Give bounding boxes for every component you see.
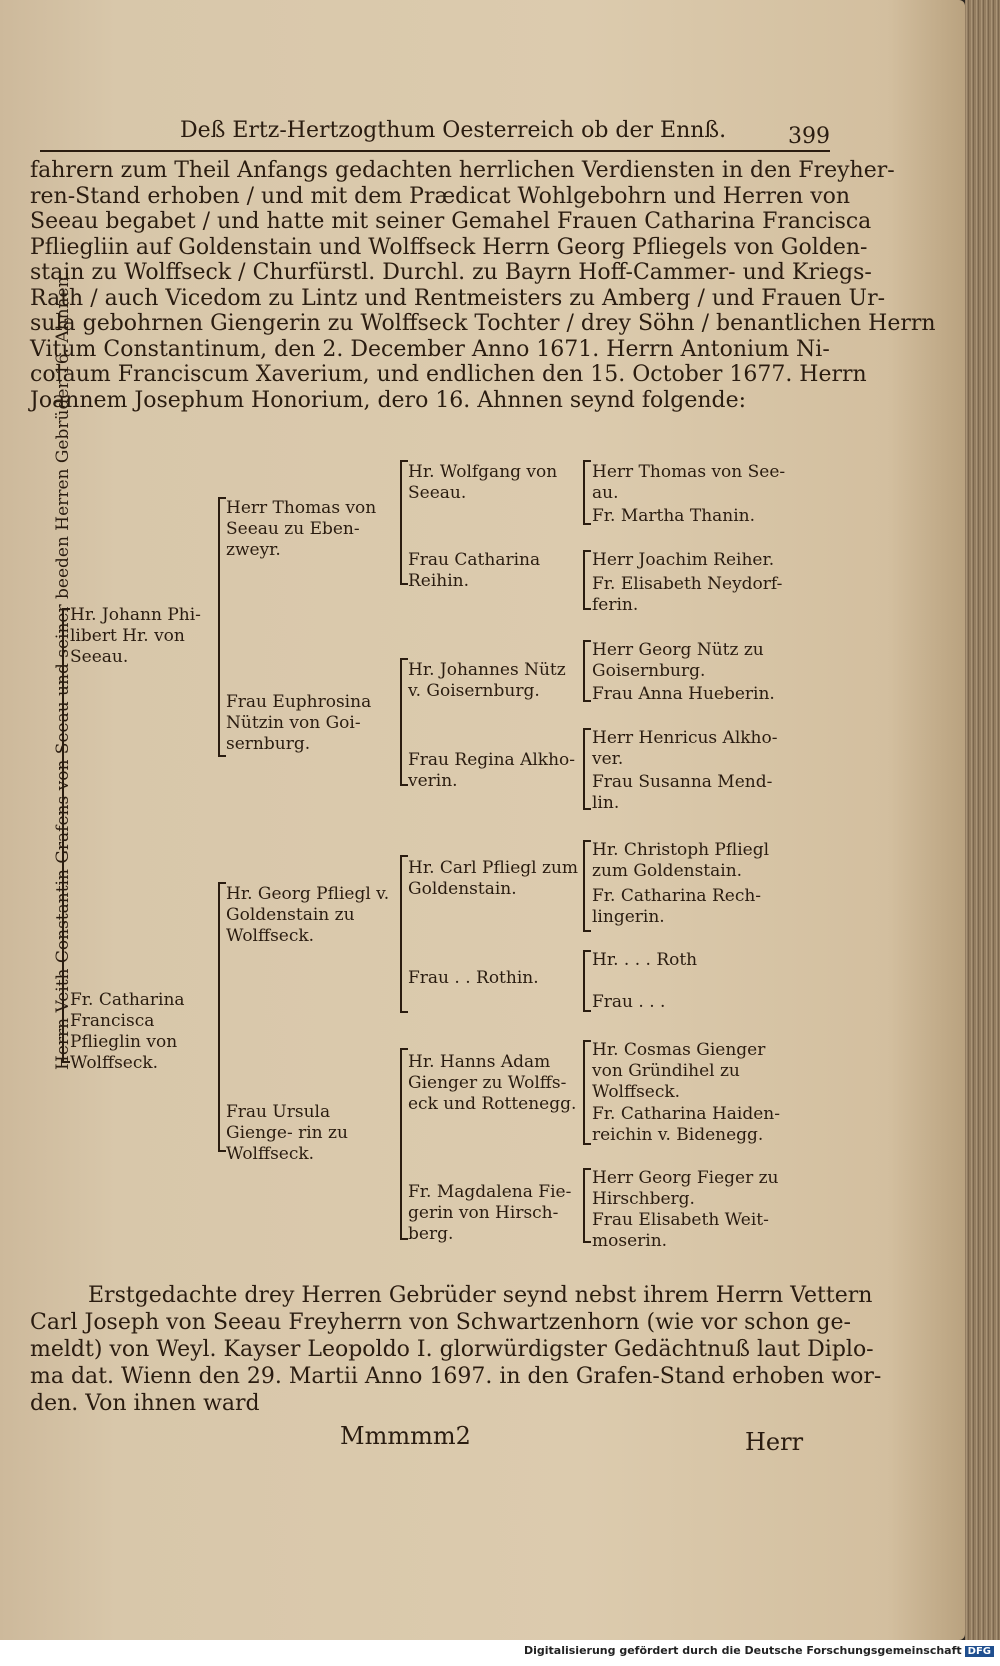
paternal-grandmother-entry: Frau Euphrosina Nützin von Goi- sernburg. bbox=[226, 692, 372, 754]
footer-credit bbox=[524, 1644, 994, 1657]
ancestor-entry: Herr Georg Nütz zu Goisernburg. bbox=[592, 640, 764, 681]
ancestor-entry: Frau Elisabeth Weit- moserin. bbox=[592, 1210, 769, 1251]
ancestor-entry: Herr Thomas von See- au. bbox=[592, 462, 786, 503]
father-entry: Hr. Johann Phi- libert Hr. von Seeau. bbox=[70, 605, 201, 667]
ancestor-entry: Herr Joachim Reiher. bbox=[592, 550, 775, 570]
page-edges bbox=[965, 0, 1000, 1640]
mother-entry: Fr. Catharina Francisca Pflieglin von Wolffseck. bbox=[70, 990, 185, 1073]
body-line: Joannem Josephum Honorium, dero 16. Ahnnen seynd folgende: bbox=[30, 387, 747, 413]
bracket-wolfgang bbox=[583, 460, 585, 525]
signature-mark: Mmmmm2 bbox=[340, 1422, 471, 1450]
ancestor-entry: Fr. Martha Thanin. bbox=[592, 506, 756, 526]
ancestor-entry: Herr Georg Fieger zu Hirschberg. bbox=[592, 1168, 779, 1209]
bracket-thomas bbox=[400, 460, 402, 585]
footer-credit-text: Digitalisierung gefördert durch die Deutsche Forschungsgemeinschaft bbox=[523, 1644, 962, 1657]
bracket-ursula bbox=[400, 1048, 402, 1240]
closing-line: ma dat. Wienn den 29. Martii Anno 1697. in den Grafen-Stand erhoben wor- bbox=[30, 1364, 882, 1389]
closing-line: Erstgedachte drey Herren Gebrüder seynd nebst ihrem Herrn Vettern bbox=[88, 1283, 873, 1308]
body-line: Pfliegliin auf Goldenstain und Wolffseck Herrn Georg Pfliegels von Golden- bbox=[30, 234, 868, 260]
great-grandparent-entry: Hr. Hanns Adam Gienger zu Wolffs- eck und Rottenegg. bbox=[408, 1052, 577, 1114]
great-grandparent-entry: Fr. Magdalena Fie- gerin von Hirsch- berg. bbox=[408, 1182, 572, 1244]
body-line: Seeau begabet / und hatte mit seiner Gemahel Frauen Catharina Francisca bbox=[30, 209, 872, 234]
body-line: fahrern zum Theil Anfangs gedachten herrlichen Verdiensten in den Freyher- bbox=[30, 158, 895, 183]
bracket-euphrosina bbox=[400, 658, 402, 786]
body-line: Rath / auch Vicedom zu Lintz und Rentmeisters zu Amberg / und Frauen Ur- bbox=[30, 285, 886, 311]
maternal-grandmother-entry: Frau Ursula Gienge- rin zu Wolffseck. bbox=[226, 1102, 348, 1164]
catchword: Herr bbox=[745, 1428, 804, 1456]
genealogy-vertical-title: Herrn Veith Constantin Grafens von Seeau und seiner beeden Herren Gebrüder 16. Ahnnen. bbox=[53, 271, 73, 1070]
ancestor-entry: Fr. Catharina Rech- lingerin. bbox=[592, 886, 762, 927]
bracket-carl bbox=[583, 840, 585, 932]
dfg-logo: DFG bbox=[965, 1646, 994, 1657]
great-grandparent-entry: Hr. Wolfgang von Seeau. bbox=[408, 462, 558, 503]
bracket-hanns-adam bbox=[583, 1040, 585, 1145]
bracket-root bbox=[62, 608, 64, 1063]
body-line: Vitum Constantinum, den 2. December Anno 1671. Herrn Antonium Ni- bbox=[30, 336, 830, 362]
header-title: Deß Ertz-Hertzogthum Oesterreich ob der Ennß. bbox=[180, 118, 727, 143]
ancestor-entry: Hr. . . . Roth bbox=[592, 950, 698, 970]
body-line: colaum Franciscum Xaverium, und endlichen den 15. October 1677. Herrn bbox=[30, 362, 867, 387]
digitization-footer bbox=[0, 1640, 1000, 1666]
ancestor-entry: Frau Anna Hueberin. bbox=[592, 684, 775, 704]
great-grandparent-entry: Frau Catharina Reihin. bbox=[408, 550, 541, 591]
bracket-magdalena bbox=[583, 1168, 585, 1243]
ancestor-entry: Hr. Christoph Pfliegl zum Goldenstain. bbox=[592, 840, 770, 881]
bracket-rothin bbox=[583, 950, 585, 1012]
bracket-regina bbox=[583, 728, 585, 810]
bracket-catharina-reihin bbox=[583, 550, 585, 610]
bracket-georg bbox=[400, 855, 402, 1013]
great-grandparent-entry: Frau . . Rothin. bbox=[408, 968, 539, 988]
paternal-grandfather-entry: Herr Thomas von Seeau zu Eben- zweyr. bbox=[226, 498, 377, 560]
maternal-grandfather-entry: Hr. Georg Pfliegl v. Goldenstain zu Wolffseck. bbox=[226, 884, 390, 946]
body-line: stain zu Wolffseck / Churfürstl. Durchl. zu Bayrn Hoff-Cammer- und Kriegs- bbox=[30, 260, 872, 285]
closing-line: meldt) von Weyl. Kayser Leopoldo I. glorwürdigster Gedächtnuß laut Diplo- bbox=[30, 1337, 874, 1362]
closing-line: den. Von ihnen ward bbox=[30, 1391, 260, 1416]
ancestor-entry: Fr. Catharina Haiden- reichin v. Bidenegg. bbox=[592, 1104, 781, 1145]
great-grandparent-entry: Hr. Johannes Nütz v. Goisernburg. bbox=[408, 660, 566, 701]
ancestor-entry: Frau Susanna Mend- lin. bbox=[592, 772, 773, 813]
body-line: ren-Stand erhoben / und mit dem Prædicat Wohlgebohrn und Herren von bbox=[30, 183, 851, 209]
bracket-johannes bbox=[583, 640, 585, 702]
ancestor-entry: Fr. Elisabeth Neydorf- ferin. bbox=[592, 574, 783, 615]
page-number: 399 bbox=[788, 124, 830, 149]
great-grandparent-entry: Hr. Carl Pfliegl zum Goldenstain. bbox=[408, 858, 579, 899]
great-grandparent-entry: Frau Regina Alkho- verin. bbox=[408, 750, 576, 791]
ancestor-entry: Herr Henricus Alkho- ver. bbox=[592, 728, 778, 769]
ancestor-entry: Frau . . . bbox=[592, 992, 666, 1012]
body-line: sula gebohrnen Giengerin zu Wolffseck Tochter / drey Söhn / benantlichen Herrn bbox=[30, 311, 936, 336]
closing-line: Carl Joseph von Seeau Freyherrn von Schwartzenhorn (wie vor schon ge- bbox=[30, 1310, 851, 1335]
closing-paragraph bbox=[30, 1282, 882, 1417]
ancestor-entry: Hr. Cosmas Gienger von Gründihel zu Wolffseck. bbox=[592, 1040, 766, 1102]
